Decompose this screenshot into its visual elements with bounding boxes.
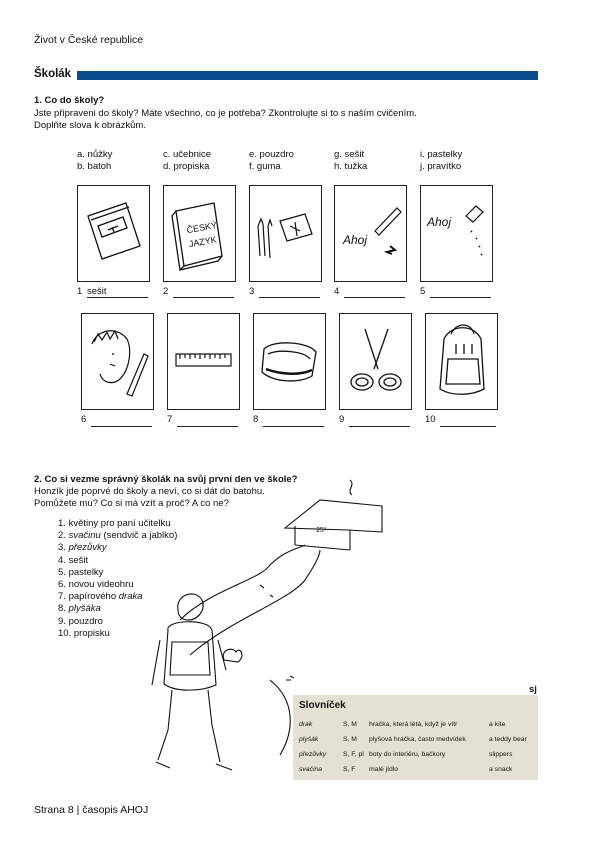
glossary-row: přezůvky S, F, pl boty do interiéru, bačkory slippers — [299, 751, 513, 758]
list-item: 1. květiny pro paní učitelku — [58, 518, 171, 529]
number-10: 10 — [425, 414, 436, 425]
option-c: c. učebnice — [163, 149, 212, 160]
option-i: i. pastelky — [420, 149, 463, 160]
exercise-2-question: Pomůžete mu? Co si má vzít a proč? A co ne? — [34, 498, 229, 509]
answer-line-3[interactable] — [259, 297, 320, 298]
handwriting-text-1: Ahoj — [343, 233, 368, 247]
section-title: Školák — [34, 68, 72, 80]
eraser-image — [420, 185, 493, 282]
number-5: 5 — [420, 286, 426, 297]
answer-line-5[interactable] — [430, 297, 491, 298]
pencil-case-image — [253, 313, 326, 410]
answer-line-10[interactable] — [440, 426, 496, 427]
number-4: 4 — [334, 286, 340, 297]
number-9: 9 — [339, 414, 345, 425]
list-item: 5. pastelky — [58, 566, 104, 578]
answer-1: sešit — [87, 286, 107, 297]
answer-line-4[interactable] — [344, 297, 405, 298]
scissors-image — [339, 313, 412, 410]
number-2: 2 — [163, 286, 169, 297]
textbook-image — [163, 185, 236, 282]
exercise-2-text: Honzík jde poprvé do školy a neví, co si dát do batohu. — [34, 486, 265, 497]
list-item: 8. plyšáka — [58, 603, 101, 615]
number-1: 1 — [77, 286, 83, 297]
option-d: d. propiska — [163, 161, 210, 172]
number-3: 3 — [249, 286, 255, 297]
answer-line-8[interactable] — [263, 426, 324, 427]
list-item: 2. svačinu (sendvič a jablko) — [58, 530, 178, 542]
author-initials: sj — [529, 684, 537, 695]
list-item: 9. pouzdro — [58, 615, 103, 627]
list-item: 3. přezůvky — [58, 542, 107, 554]
page-footer: Strana 8 | časopis AHOJ — [34, 804, 149, 816]
option-b: b. batoh — [77, 161, 112, 172]
list-item: 7. papírového draka — [58, 591, 143, 603]
list-item: 6. novou videohru — [58, 579, 134, 591]
number-7: 7 — [167, 414, 173, 425]
option-a: a. nůžky — [77, 149, 113, 160]
exercise-1-text: Jste připraveni do školy? Máte všechno, co je potřeba? Zkontrolujte si to s naším cvičením. — [34, 108, 417, 119]
answer-line-9[interactable] — [349, 426, 410, 427]
textbook-title-line2: JAZYK — [188, 234, 218, 250]
option-e: e. pouzdro — [249, 149, 294, 160]
glossary-row: svačina S, F malé jídlo a snack — [299, 766, 513, 773]
exercise-1-instruction: Doplňte slova k obrázkům. — [34, 120, 146, 131]
answer-line-1[interactable] — [87, 297, 148, 298]
crayon-drawing-image — [81, 313, 154, 410]
number-8: 8 — [253, 414, 259, 425]
page-header: Život v České republice — [34, 34, 144, 46]
glossary-title: Slovníček — [299, 700, 346, 711]
option-j: j. pravítko — [420, 161, 462, 172]
backpack-image — [425, 313, 498, 410]
exercise-1-title: 1. Co do školy? — [34, 95, 105, 106]
handwriting-text-2: Ahoj — [427, 215, 452, 229]
pencil-case-contents-image — [249, 185, 322, 282]
number-6: 6 — [81, 414, 87, 425]
option-f: f. guma — [249, 161, 281, 172]
ruler-image — [167, 313, 240, 410]
pen-writing-image — [334, 185, 407, 282]
list-item: 4. sešit — [58, 554, 89, 566]
answer-line-6[interactable] — [91, 426, 152, 427]
option-h: h. tužka — [334, 161, 368, 172]
option-g: g. sešit — [334, 149, 365, 160]
answer-line-7[interactable] — [177, 426, 238, 427]
glossary-row: plyšák S, M plyšová hračka, často medvídek a teddy bear — [299, 736, 527, 743]
glossary-row: drak S, M hračka, která létá, když je vítr a kite — [299, 721, 506, 728]
school-sign-text: 25° — [316, 527, 327, 534]
textbook-title-line1: ČESKÝ — [185, 220, 218, 236]
list-item: 10. propisku — [58, 627, 110, 639]
notebook-image — [77, 185, 150, 282]
exercise-2-title: 2. Co si vezme správný školák na svůj první den ve škole? — [34, 474, 298, 485]
answer-line-2[interactable] — [173, 297, 234, 298]
section-bar — [77, 71, 538, 80]
